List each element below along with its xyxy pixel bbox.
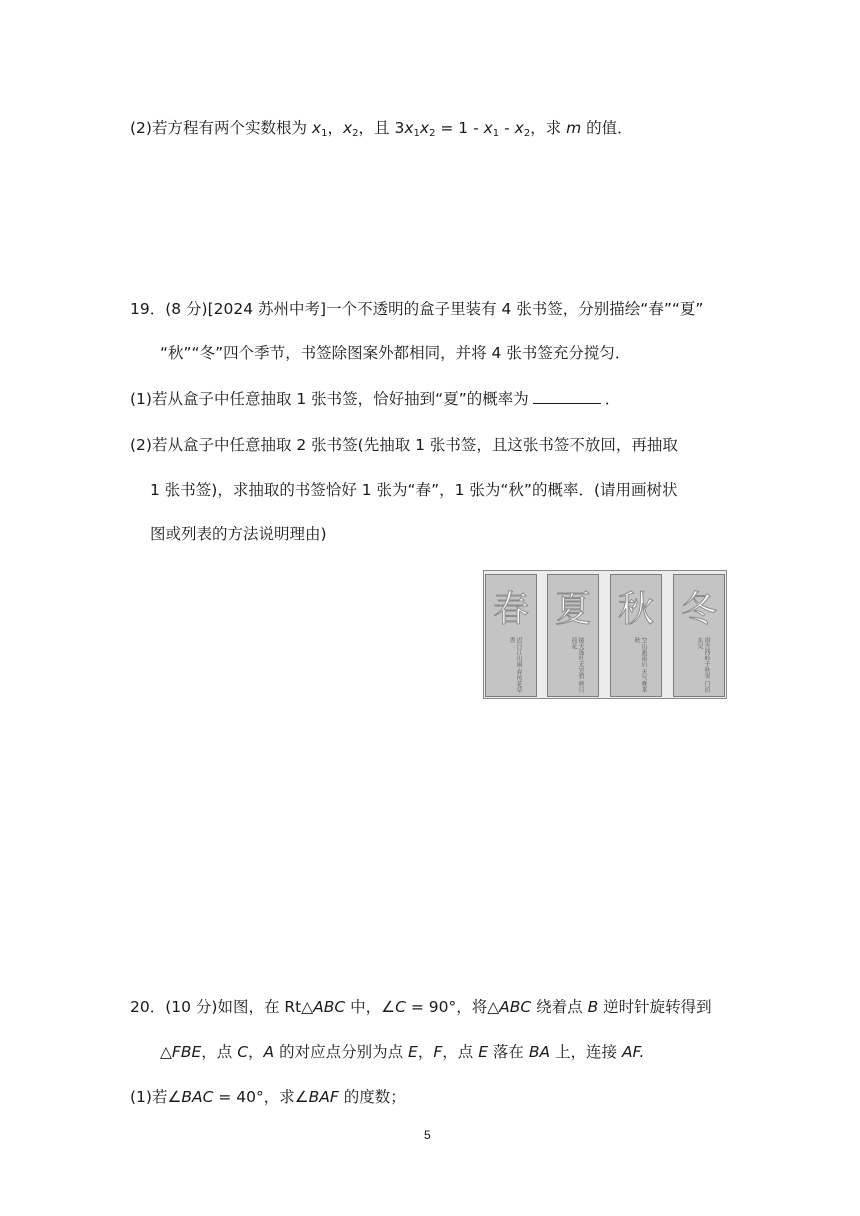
- text: ，: [417, 1043, 434, 1061]
- bookmark-poem: 迟日江山丽 春风花草香: [508, 637, 522, 693]
- q19-part2-line3: 图或列表的方法说明理由): [150, 525, 327, 543]
- text: 中，∠: [345, 998, 396, 1016]
- bookmark-autumn: [610, 574, 662, 697]
- text: 逆时针旋转得到: [598, 998, 712, 1016]
- subscript: 2: [523, 128, 531, 139]
- var-x: x: [311, 119, 322, 137]
- var-x: x: [514, 119, 524, 137]
- text: = 90°，将△: [405, 998, 500, 1016]
- text: △: [160, 1043, 172, 1061]
- q20-part1: [130, 1086, 406, 1108]
- page-number: 5: [424, 1128, 431, 1142]
- q20-line2: [160, 1041, 644, 1063]
- text: 上，连接: [550, 1043, 622, 1061]
- text: = 1 -: [435, 119, 484, 137]
- bookmark-spring: [485, 574, 537, 697]
- q19-part1: [130, 388, 620, 410]
- bookmark-char: 春: [492, 589, 529, 630]
- text: ，求: [530, 119, 567, 137]
- text: 的度数；: [338, 1088, 406, 1106]
- var-x: x: [483, 119, 493, 137]
- bookmark-summer: [547, 574, 599, 697]
- q18-part2-line: [130, 117, 633, 145]
- text: (1)若∠: [130, 1088, 182, 1106]
- text: ，点: [442, 1043, 479, 1061]
- q20-line1: [130, 996, 712, 1018]
- bookmarks-figure: [483, 570, 727, 699]
- text: ，: [327, 119, 343, 137]
- text: 的值．: [581, 119, 633, 137]
- answer-blank[interactable]: [533, 389, 601, 404]
- subscript: 2: [429, 128, 436, 139]
- var: ABC: [499, 998, 532, 1016]
- text: ，点: [201, 1043, 238, 1061]
- var: ABC: [313, 998, 346, 1016]
- var: E: [478, 1043, 488, 1061]
- q19-line1: 19．(8 分)[2024 苏州中考]一个不透明的盒子里装有 4 张书签，分别描绘“春”“夏”: [130, 300, 704, 318]
- text: (1)若从盒子中任意抽取 1 张书签，恰好抽到“夏”的概率为: [130, 390, 529, 408]
- var: A: [263, 1043, 275, 1061]
- subscript: 1: [492, 128, 500, 139]
- q19-line2: “秋”“冬”四个季节，书签除图案外都相同，并将 4 张书签充分搅匀．: [160, 344, 631, 362]
- var: BA: [528, 1043, 551, 1061]
- var-x: x: [419, 119, 430, 137]
- text: ，且 3: [358, 119, 405, 137]
- text: 20．(10 分)如图，在 Rt△: [130, 998, 314, 1016]
- bookmark-poem: 窗含西岭千秋雪 门泊东吴: [696, 637, 710, 693]
- subscript: 1: [413, 128, 420, 139]
- text: = 40°，求∠: [213, 1088, 309, 1106]
- var: E: [408, 1043, 418, 1061]
- text: ，: [248, 1043, 264, 1061]
- bookmark-winter: [673, 574, 725, 697]
- text: (2)若方程有两个实数根为: [130, 119, 312, 137]
- var-x: x: [342, 119, 353, 137]
- var: B: [587, 998, 599, 1016]
- text: 的对应点分别为点: [274, 1043, 409, 1061]
- var-x: x: [404, 119, 414, 137]
- text: -: [499, 119, 515, 137]
- bookmark-char: 秋: [617, 589, 654, 630]
- text: 绕着点: [531, 998, 588, 1016]
- text: ．: [604, 390, 621, 408]
- q19-part2-line1: (2)若从盒子中任意抽取 2 张书签(先抽取 1 张书签，且这张书签不放回，再抽取: [130, 436, 678, 454]
- var: F: [433, 1043, 443, 1061]
- bookmark-poem: 空山新雨后 天气晚来秋: [633, 637, 647, 693]
- var: C: [395, 998, 406, 1016]
- var: FBE: [171, 1043, 202, 1061]
- bookmark-char: 夏: [554, 589, 591, 630]
- subscript: 2: [352, 128, 359, 139]
- bookmark-char: 冬: [680, 589, 717, 630]
- q19-part2-line2: 1 张书签)，求抽取的书签恰好 1 张为“春”，1 张为“秋”的概率．(请用画树状: [150, 481, 678, 499]
- subscript: 1: [321, 128, 328, 139]
- var: AF.: [621, 1043, 645, 1061]
- bookmark-poem: 接天莲叶无穷碧 映日荷花: [570, 637, 584, 693]
- var: C: [237, 1043, 249, 1061]
- var: BAF: [308, 1088, 339, 1106]
- text: 落在: [487, 1043, 529, 1061]
- var-m: m: [566, 119, 582, 137]
- var: BAC: [181, 1088, 214, 1106]
